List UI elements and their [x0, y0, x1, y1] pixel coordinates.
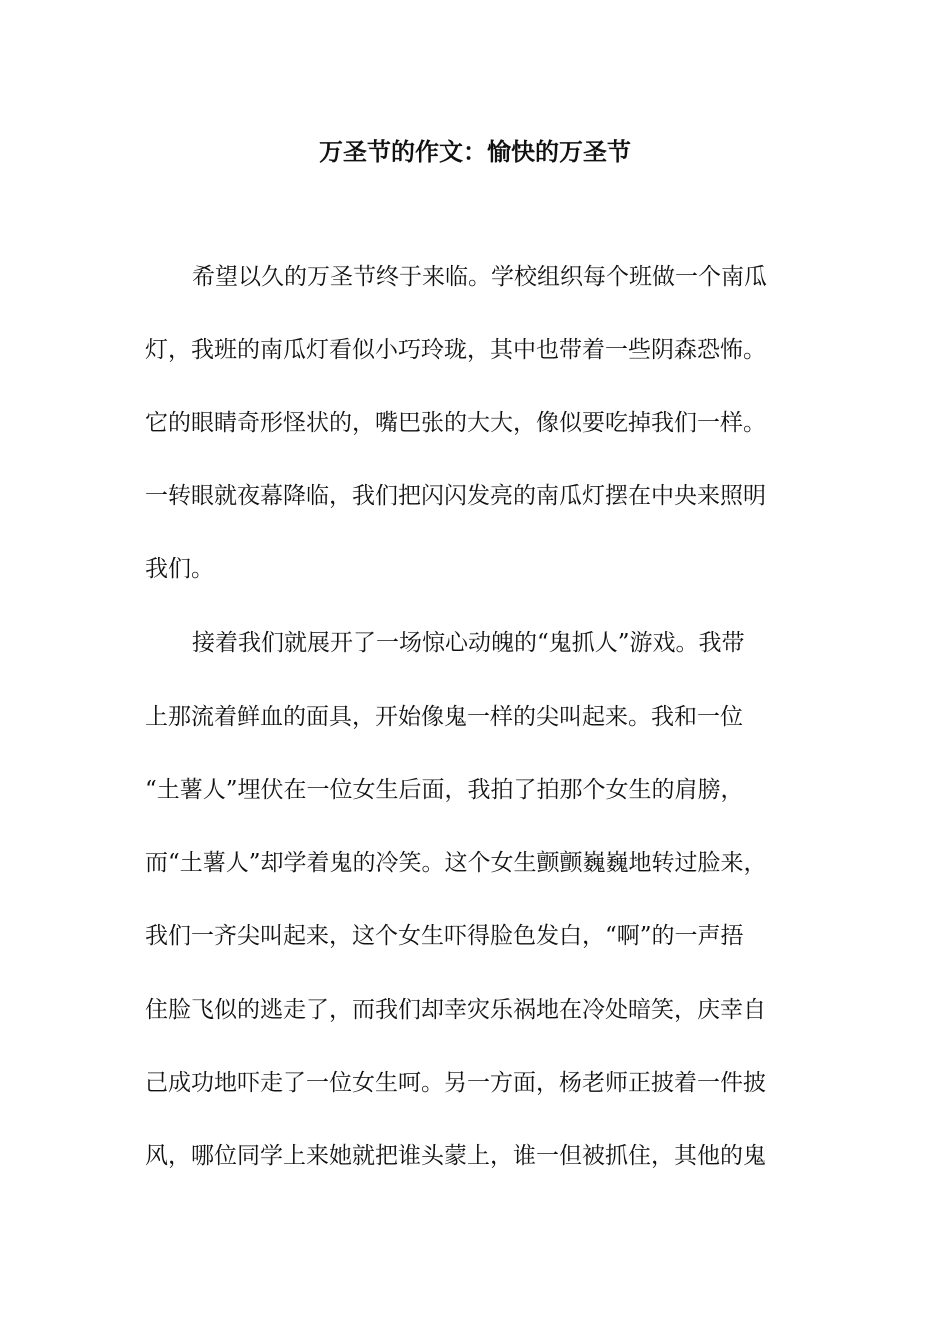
paragraph-2-line-1: 接着我们就展开了一场惊心动魄的“鬼抓人”游戏。我带: [192, 630, 745, 656]
paragraph-2-line-4: 而“土薯人”却学着鬼的冷笑。这个女生颤颤巍巍地转过脸来，: [145, 850, 767, 876]
paragraph-2-line-2: 上那流着鲜血的面具，开始像鬼一样的尖叫起来。我和一位: [145, 704, 743, 730]
paragraph-2-line-5: 我们一齐尖叫起来，这个女生吓得脸色发白，“啊”的一声捂: [145, 923, 744, 949]
paragraph-1-line-4: 一转眼就夜幕降临，我们把闪闪发亮的南瓜灯摆在中央来照明: [145, 483, 766, 509]
paragraph-1-line-2: 灯，我班的南瓜灯看似小巧玲珑，其中也带着一些阴森恐怖。: [145, 337, 766, 363]
paragraph-2-line-7: 己成功地吓走了一位女生呵。另一方面，杨老师正披着一件披: [145, 1070, 766, 1096]
document-title: 万圣节的作文：愉快的万圣节: [319, 137, 631, 166]
paragraph-2-line-8: 风，哪位同学上来她就把谁头蒙上，谁一但被抓住，其他的鬼: [145, 1143, 766, 1169]
paragraph-2-line-6: 住脸飞似的逃走了，而我们却幸灾乐祸地在冷处暗笑，庆幸自: [145, 997, 766, 1023]
paragraph-1-line-5: 我们。: [145, 556, 214, 582]
paragraph-1-line-3: 它的眼睛奇形怪状的，嘴巴张的大大，像似要吃掉我们一样。: [145, 410, 766, 436]
paragraph-2-line-3: “土薯人”埋伏在一位女生后面，我拍了拍那个女生的肩膀，: [145, 777, 744, 803]
paragraph-1-line-1: 希望以久的万圣节终于来临。学校组织每个班做一个南瓜: [192, 264, 767, 290]
